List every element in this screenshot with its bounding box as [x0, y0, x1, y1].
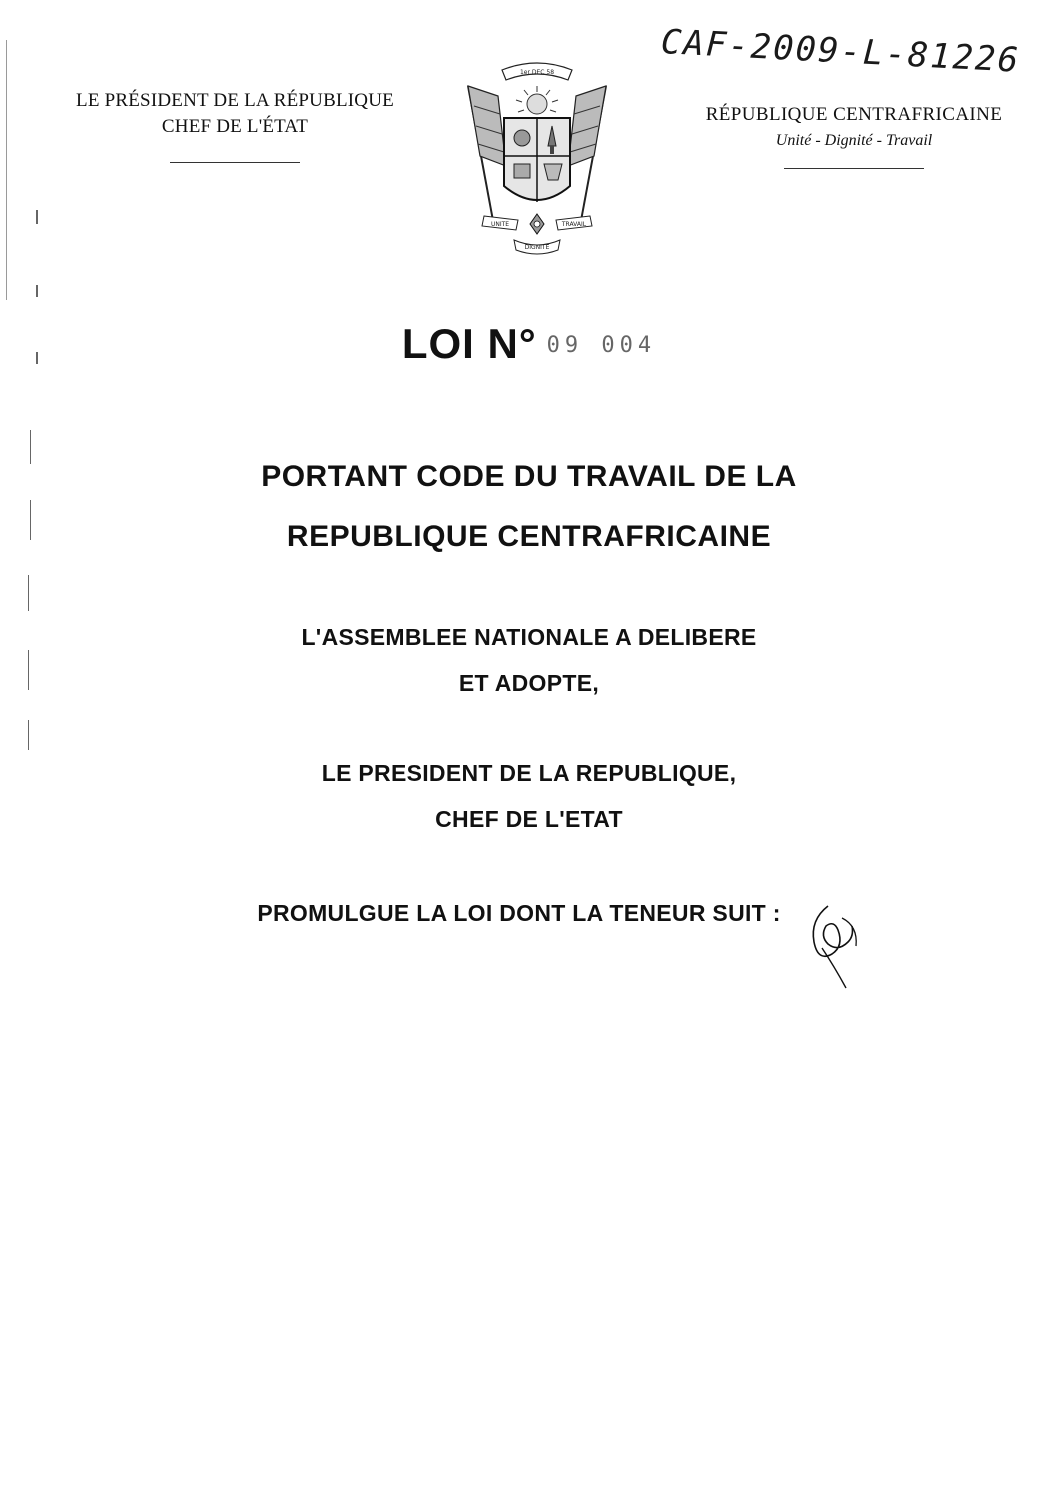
title-line-1: PORTANT CODE DU TRAVAIL DE LA — [261, 460, 797, 493]
banner-left-text: UNITE — [490, 221, 510, 228]
scan-margin-line — [6, 40, 7, 300]
assembly-line-1: L'ASSEMBLEE NATIONALE A DELIBERE — [301, 624, 757, 650]
banner-right-text: TRAVAIL — [561, 221, 587, 228]
header-right — [676, 102, 1032, 169]
promulgation-line: PROMULGUE LA LOI DONT LA TENEUR SUIT : — [257, 900, 781, 926]
coat-of-arms-icon — [454, 56, 620, 256]
flag-left-icon — [468, 86, 506, 226]
law-label: LOI N° — [401, 320, 537, 367]
scan-margin-mark — [30, 430, 31, 464]
law-number-line — [0, 320, 1058, 368]
header-right-rule — [784, 168, 924, 169]
scan-margin-mark — [36, 285, 38, 297]
banner-bottom-text: DIGNITE — [524, 244, 550, 251]
national-motto: Unité - Dignité - Travail — [775, 132, 933, 149]
medal-icon — [530, 214, 544, 234]
president-title: LE PRÉSIDENT DE LA RÉPUBLIQUE — [76, 90, 394, 111]
head-of-state-title: CHEF DE L'ÉTAT — [161, 116, 309, 137]
scan-margin-mark — [28, 575, 29, 611]
sun-icon — [516, 86, 558, 114]
president-line-2: CHEF DE L'ETAT — [435, 806, 623, 832]
flag-right-icon — [568, 86, 606, 226]
handwritten-reference: CAF-2009-L-81226 — [659, 22, 1022, 81]
title-line-2: REPUBLIQUE CENTRAFRICAINE — [286, 520, 772, 553]
scan-margin-mark — [28, 720, 29, 750]
banner-top-text: 1er DEC 58 — [519, 69, 555, 76]
scan-margin-mark — [36, 210, 38, 224]
signature-icon — [798, 896, 868, 996]
assembly-line-2: ET ADOPTE, — [458, 670, 600, 696]
header-left-rule — [170, 162, 300, 163]
header-left — [50, 88, 420, 163]
country-name: RÉPUBLIQUE CENTRAFRICAINE — [705, 104, 1003, 125]
president-line-1: LE PRESIDENT DE LA REPUBLIQUE, — [321, 760, 737, 786]
law-number: 09 004 — [546, 333, 657, 358]
